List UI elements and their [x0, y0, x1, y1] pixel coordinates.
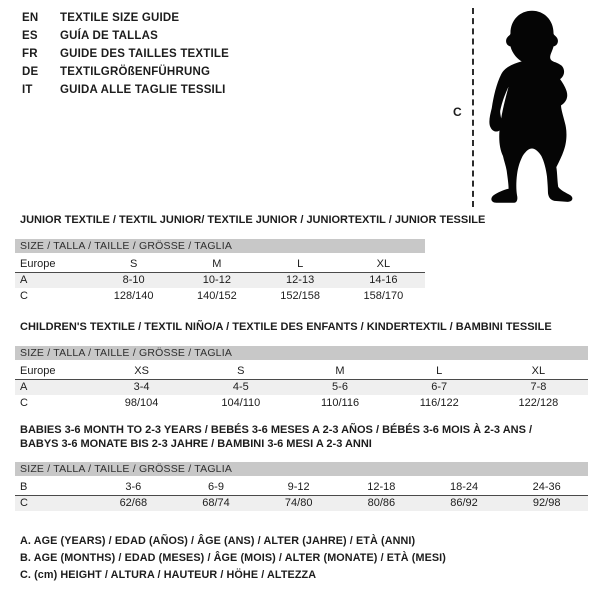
size-bar-header: SIZE / TALLA / TAILLE / GRÖSSE / TAGLIA — [15, 462, 588, 476]
size-cell: 62/68 — [119, 497, 148, 510]
measure-label-c: C — [453, 105, 462, 119]
language-guide-title: TEXTILE SIZE GUIDE — [60, 12, 180, 24]
language-code: EN — [22, 12, 39, 24]
row-label: Europe — [20, 257, 56, 270]
row-label: Europe — [20, 364, 56, 377]
legend-note: A. AGE (YEARS) / EDAD (AÑOS) / ÂGE (ANS) / ALTER (JAHRE) / ETÀ (ANNI) — [20, 535, 416, 547]
row-label: C — [20, 497, 28, 510]
size-cell: 6-7 — [431, 381, 448, 394]
size-cell: 12-18 — [367, 480, 396, 493]
babies-size-table — [15, 462, 588, 511]
size-cell: 74/80 — [284, 497, 313, 510]
size-cell: 92/98 — [532, 497, 561, 510]
language-code: FR — [22, 48, 38, 60]
size-cell: 122/128 — [518, 396, 559, 409]
language-title-list — [22, 9, 229, 99]
size-cell: 3-6 — [125, 480, 142, 493]
height-measure-line — [472, 8, 474, 207]
size-cell: XL — [376, 257, 391, 270]
size-cell: 152/158 — [280, 289, 320, 302]
language-code: DE — [22, 66, 39, 78]
language-guide-title: GUÍA DE TALLAS — [60, 30, 158, 42]
size-cell: 4-5 — [232, 381, 249, 394]
toddler-silhouette-icon — [482, 8, 582, 214]
language-row — [22, 81, 229, 99]
row-label: C — [20, 396, 28, 409]
table-row — [15, 288, 425, 304]
size-cell: M — [212, 257, 222, 270]
table-row — [15, 256, 425, 273]
language-code: ES — [22, 30, 38, 42]
size-cell: XL — [531, 364, 546, 377]
table-row — [15, 395, 588, 411]
size-cell: 68/74 — [202, 497, 230, 510]
size-cell: 14-16 — [369, 274, 398, 287]
size-cell: 80/86 — [367, 497, 396, 510]
section-title-babies-line2: BABYS 3-6 MONATE BIS 2-3 JAHRE / BAMBINI 3-6 MESI A 2-3 ANNI — [20, 438, 372, 450]
size-cell: 12-13 — [286, 274, 315, 287]
children-size-table — [15, 346, 588, 411]
size-cell: 116/122 — [419, 396, 459, 409]
size-cell: 24-36 — [532, 480, 561, 493]
legend-notes — [20, 533, 446, 584]
size-cell: 110/116 — [320, 396, 360, 409]
size-cell: 128/140 — [113, 289, 154, 302]
size-cell: S — [237, 364, 245, 377]
section-title-junior: JUNIOR TEXTILE / TEXTIL JUNIOR/ TEXTILE JUNIOR / JUNIORTEXTIL / JUNIOR TESSILE — [20, 214, 486, 226]
size-cell: 140/152 — [196, 289, 237, 302]
row-label: B — [20, 480, 28, 493]
size-cell: 5-6 — [332, 381, 348, 394]
language-row — [22, 63, 229, 81]
size-cell: 9-12 — [287, 480, 310, 493]
size-cell: L — [297, 257, 304, 270]
size-cell: L — [436, 364, 443, 377]
table-row — [15, 380, 588, 396]
size-cell: 104/110 — [221, 396, 261, 409]
language-row — [22, 9, 229, 27]
language-guide-title: TEXTILGRÖßENFÜHRUNG — [60, 66, 211, 78]
figure-area — [450, 5, 595, 217]
section-title-babies-line1: BABIES 3-6 MONTH TO 2-3 YEARS / BEBÉS 3-6 MESES A 2-3 AÑOS / BÉBÉS 3-6 MOIS À 2-3 ANS / — [20, 424, 533, 436]
table-row — [15, 273, 425, 289]
size-cell: 86/92 — [450, 497, 478, 510]
size-cell: 98/104 — [124, 396, 159, 409]
size-cell: 7-8 — [530, 381, 547, 394]
language-code: IT — [22, 84, 33, 96]
size-cell: 18-24 — [449, 480, 479, 493]
size-cell: 8-10 — [122, 274, 145, 287]
size-cell: M — [335, 364, 345, 377]
section-title-babies — [20, 423, 580, 451]
size-cell: 3-4 — [133, 381, 150, 394]
section-title-children: CHILDREN'S TEXTILE / TEXTIL NIÑO/A / TEXTILE DES ENFANTS / KINDERTEXTIL / BAMBINI TESSILE — [20, 321, 552, 333]
table-row — [15, 496, 588, 512]
language-guide-title: GUIDA ALLE TAGLIE TESSILI — [60, 84, 226, 96]
size-cell: 6-9 — [208, 480, 224, 493]
legend-note: C. (cm) HEIGHT / ALTURA / HAUTEUR / HÖHE / ALTEZZA — [20, 569, 317, 581]
size-cell: 10-12 — [202, 274, 231, 287]
table-row — [15, 363, 588, 380]
table-row — [15, 479, 588, 496]
size-cell: S — [129, 257, 138, 270]
junior-size-table — [15, 239, 425, 304]
size-cell: 158/170 — [363, 289, 404, 302]
row-label: C — [20, 289, 28, 302]
row-label: A — [20, 274, 28, 287]
size-bar-header: SIZE / TALLA / TAILLE / GRÖSSE / TAGLIA — [15, 346, 588, 360]
legend-note: B. AGE (MONTHS) / EDAD (MESES) / ÂGE (MOIS) / ALTER (MONATE) / ETÀ (MESI) — [20, 552, 446, 564]
language-guide-title: GUIDE DES TAILLES TEXTILE — [60, 48, 229, 60]
language-row — [22, 45, 229, 63]
row-label: A — [20, 381, 28, 394]
size-cell: XS — [134, 364, 149, 377]
size-bar-header: SIZE / TALLA / TAILLE / GRÖSSE / TAGLIA — [15, 239, 425, 253]
language-row — [22, 27, 229, 45]
